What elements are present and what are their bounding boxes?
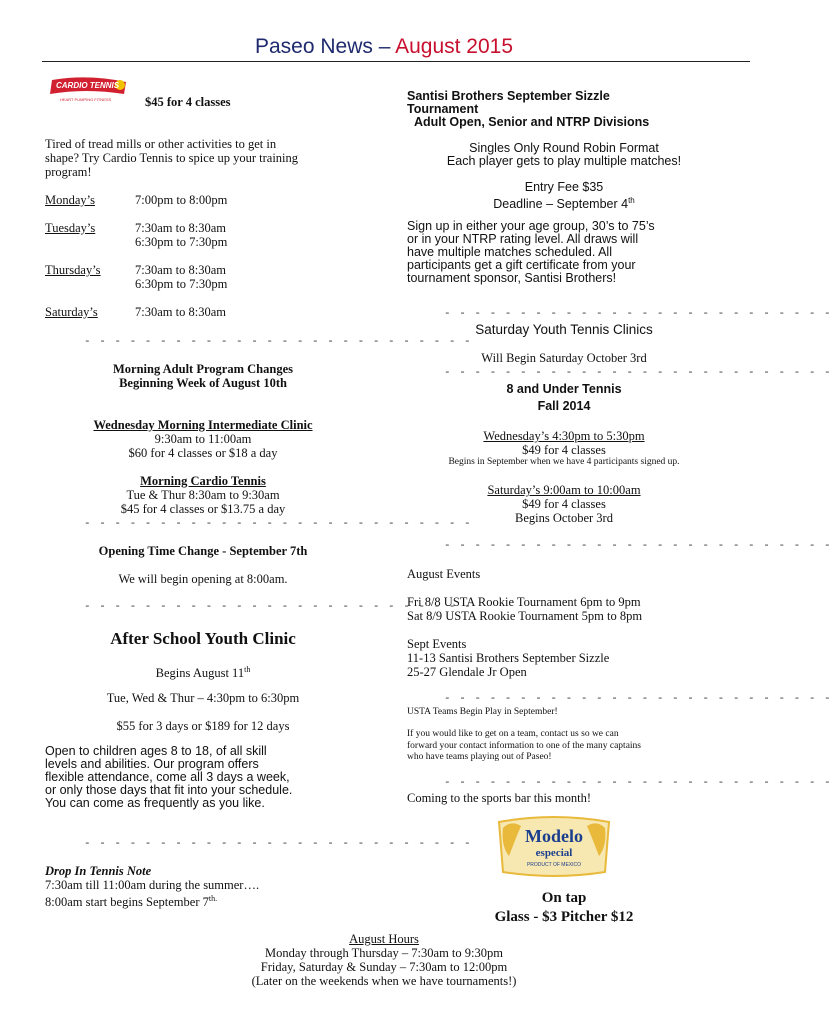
- divider: - - - - - - - - - - - - - - - - - - - - - - - - - -: [444, 693, 832, 705]
- divider: - - - - - - - - - - - - - - - - - - - - - - - - - -: [84, 518, 472, 530]
- afterschool-price: $55 for 3 days or $189 for 12 days: [116, 719, 290, 733]
- bar-prices: On tap Glass - $3 Pitcher $12: [494, 890, 634, 925]
- hours-title: August Hours: [349, 932, 419, 946]
- afterschool-title: After School Youth Clinic: [110, 629, 296, 648]
- opening-text: We will begin opening at 8:00am.: [118, 572, 288, 586]
- under8-saturday: Saturday’s 9:00am to 10:00am $49 for 4 classes Begins October 3rd: [487, 483, 641, 525]
- modelo-sub: especial: [535, 847, 573, 859]
- santisi-title: Santisi Brothers September Sizzle Tournament: [407, 89, 610, 116]
- morning-cardio-title: Morning Cardio Tennis: [140, 474, 266, 488]
- divider: - - - - - - - - - - - - - - - - - - - - - - - - - -: [84, 336, 472, 348]
- clinic-title: Wednesday Morning Intermediate Clinic: [93, 418, 313, 432]
- august-events-list: Fri 8/8 USTA Rookie Tournament 6pm to 9pm Sat 8/9 USTA Rookie Tournament 5pm to 8pm: [407, 595, 643, 623]
- bar-coming: Coming to the sports bar this month!: [407, 791, 592, 805]
- morning-heading: Morning Adult Program Changes Beginning Week of August 10th: [113, 362, 293, 390]
- morning-clinic: Wednesday Morning Intermediate Clinic 9:30am to 11:00am $60 for 4 classes or $18 a day: [40, 418, 366, 460]
- youth-begins: Will Begin Saturday October 3rd: [481, 351, 647, 365]
- dropin-line2: 8:00am start begins September $7^{th.}$: [45, 894, 218, 910]
- opening-title: Opening Time Change - September 7th: [98, 544, 308, 558]
- santisi-divisions: Adult Open, Senior and NTRP Divisions: [414, 115, 650, 129]
- modelo-logo: [489, 816, 619, 878]
- usta-description: If you would like to get on a team, contact us so we can forward your contact information to one of the many captains who have teams playing out of Paseo!: [407, 729, 641, 762]
- under8-wednesday: Wednesday’s 4:30pm to 5:30pm $49 for 4 classes Begins in September when we have 4 participants signed up.: [448, 429, 680, 467]
- divider: - - - - - - - - - - - - - - - - - - - - - - - - - -: [84, 838, 472, 850]
- afterschool-begins: Begins August 11th: [155, 665, 251, 681]
- under8-title: 8 and Under Tennis Fall 2014: [506, 382, 622, 413]
- cardio-intro: Tired of tread mills or other activities to get in shape? Try Cardio Tennis to spice up your training program!: [45, 137, 299, 179]
- dropin-line1: 7:30am till 11:00am during the summer….: [45, 878, 260, 892]
- divider: - - - - - - - - - - - - - - - - - - - - - - - - - -: [84, 601, 472, 613]
- divider: - - - - - - - - - - - - - - - - - - - - - - - - - -: [444, 367, 832, 379]
- santisi-format: Singles Only Round Robin Format Each player gets to play multiple matches!: [446, 141, 682, 168]
- divider: - - - - - - - - - - - - - - - - - - - - - - - - - -: [444, 308, 832, 320]
- page-title: Paseo News – August 2015: [254, 35, 514, 58]
- august-hours: August Hours Monday through Thursday – 7:30am to 9:30pm Friday, Saturday & Sunday – 7:30am to 12:00pm (Later on the weekends when we have tournaments!): [0, 932, 768, 988]
- cardio-logo-text: CARDIO TENNIS: [56, 81, 120, 90]
- santisi-fee: Entry Fee $35 Deadline – September 4th: [493, 180, 635, 212]
- afterschool-description: Open to children ages 8 to 18, of all skill levels and abilities. Our program offers flexible attendance, come all 3 days a week, or only those days that fit into your schedule. You can come as frequently as you like.: [45, 744, 293, 810]
- youth-title: Saturday Youth Tennis Clinics: [475, 322, 653, 337]
- divider: - - - - - - - - - - - - - - - - - - - - - - - - - -: [444, 540, 832, 552]
- morning-cardio: Morning Cardio Tennis Tue & Thur 8:30am to 9:30am $45 for 4 classes or $13.75 a day: [40, 474, 366, 516]
- sept-events-list: 11-13 Santisi Brothers September Sizzle 25-27 Glendale Jr Open: [407, 651, 610, 679]
- afterschool-days: Tue, Wed & Thur – 4:30pm to 6:30pm: [106, 691, 300, 705]
- title-rule: [42, 61, 750, 62]
- modelo-small: PRODUCT OF MEXICO: [526, 862, 582, 868]
- cardio-price: $45 for 4 classes: [145, 95, 231, 109]
- cardio-logo-tagline: HEART PUMPING FITNESS: [60, 97, 112, 102]
- usta-title: USTA Teams Begin Play in September!: [407, 707, 558, 717]
- cardio-tennis-logo: [46, 76, 130, 104]
- santisi-description: Sign up in either your age group, 30’s to 75’s or in your NTRP rating level. All draws will have multiple matches scheduled. All participants get a gift certificate from your tournament sponsor, Santisi Brothers!: [407, 219, 655, 285]
- dropin-title: Drop In Tennis Note: [45, 864, 152, 878]
- sept-events-title: Sept Events: [407, 637, 467, 651]
- modelo-brand: Modelo: [525, 826, 583, 846]
- divider: - - - - - - - - - - - - - - - - - - - - - - - - - -: [444, 777, 832, 789]
- august-events-title: August Events: [407, 567, 481, 581]
